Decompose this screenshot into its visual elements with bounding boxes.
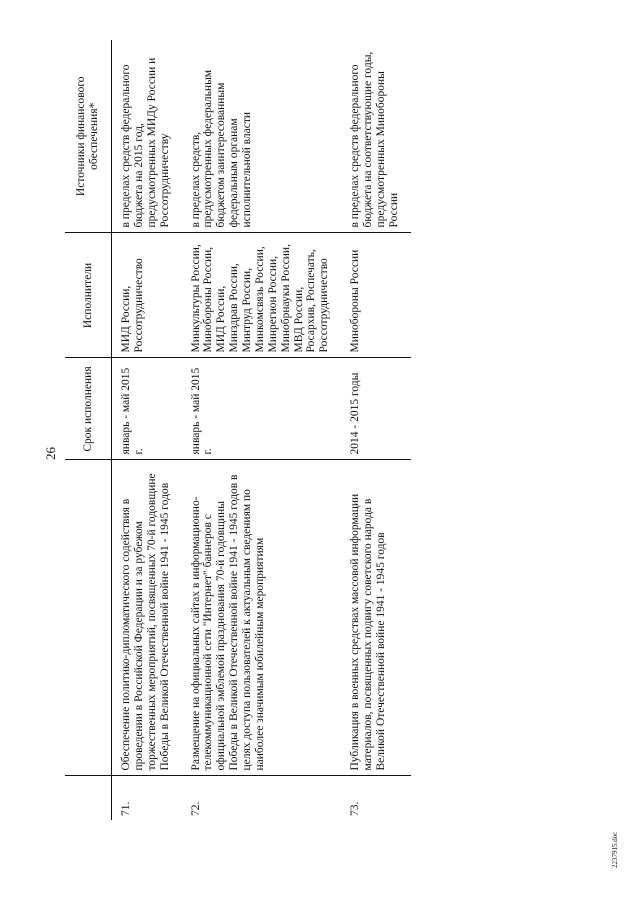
row-executors: МИД России, Россотрудничество <box>112 233 182 358</box>
row-financing: в пределах средств федерального бюджета на 2015 год, предусмотренных МИДу России и Россотрудничеству <box>112 40 182 233</box>
header-number <box>65 776 112 820</box>
row-financing: в пределах средств федерального бюджета на соответствующие годы, предусмотренных Минобороны России <box>341 40 411 233</box>
header-executors: Исполнители <box>65 233 112 358</box>
row-financing: в пределах средств, предусмотренных федеральным бюджетом заинтересованным федеральным органам исполнительной власти <box>182 40 342 233</box>
table-header-row <box>65 40 112 820</box>
table-row <box>341 40 411 820</box>
row-number: 73. <box>349 801 362 816</box>
row-term: январь - май 2015 г. <box>182 358 342 460</box>
table-row <box>112 40 182 820</box>
row-term: 2014 - 2015 годы <box>341 358 411 460</box>
header-term: Срок исполнения <box>65 358 112 460</box>
row-text: Публикация в военных средствах массовой информации материалов, посвященных подвигу советского народа в Великой Отечественной войне 1941 - 1945 годов <box>341 460 411 776</box>
table-row <box>182 40 342 820</box>
header-text <box>65 460 112 776</box>
row-text: Размещение на официальных сайтах в информационно-телекоммуникационной сети "Интернет" баннеров с официальной эмблемой празднования 70-й годовщины Победы в Великой Отечественной войне 1941 - 1945 годов в целях доступа пользователей к актуальным сведениям по наиболее значимым юбилейным мероприятиям <box>182 460 342 776</box>
row-term: январь - май 2015 г. <box>112 358 182 460</box>
row-number: 72. <box>189 801 202 816</box>
measures-table <box>65 40 411 820</box>
row-text: Обеспечение политико-дипломатического содействия в проведении в Российской Федерации и за рубежом торжественных мероприятий, посвященных 70-й годовщине Победы в Великой Отечественной войне 1941 - 1945 годов <box>112 460 182 776</box>
row-number: 71. <box>120 801 132 816</box>
row-executors: Минобороны России <box>341 233 411 358</box>
table-container <box>65 40 525 820</box>
header-financing: Источники финансового обеспечения* <box>65 40 112 233</box>
row-executors: Минкультуры России, Минобороны России, МИД России, Минздрав России, Минтруд России, Минкомсвязь России, Минрегион России, Минобрнауки России, МВД России, Росархив, Роспечать, Россотрудничество <box>182 233 342 358</box>
page-number: 26 <box>43 447 58 460</box>
rotated-table-frame <box>65 40 525 820</box>
document-code: 2237915.doc <box>611 831 619 868</box>
